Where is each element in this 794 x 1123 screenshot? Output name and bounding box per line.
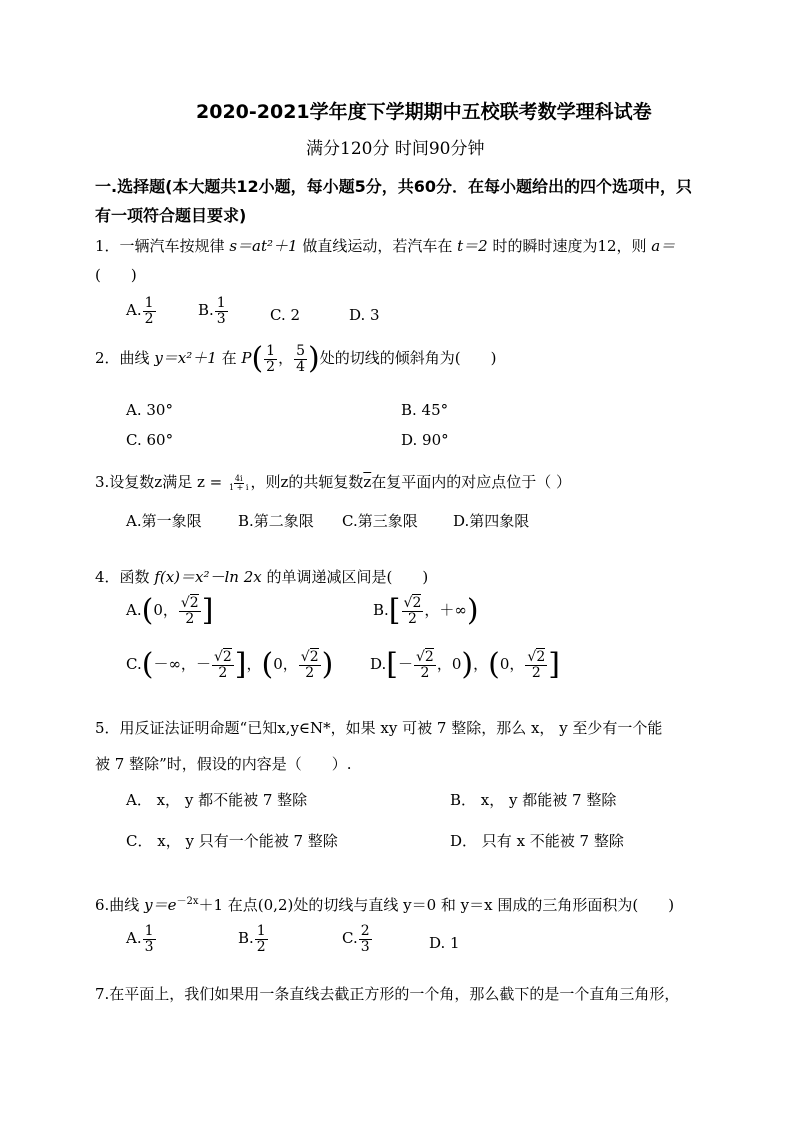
q4-option-d: D.[－ $\frac{√2}{2}$ ，0)，(0， $\frac{√2}{2}$ ]: [370, 647, 560, 683]
question-6-stem: 6.曲线 $y=e^{-2x}+1$ 在点(0,2)处的切线与直线 y＝0 和 y＝x 围成的三角形面积为( ): [95, 896, 675, 914]
q3-option-a: A.第一象限: [126, 512, 202, 530]
question-7-stem-line1: 7.在平面上，我们如果用一条直线去截正方形的一个角，那么截下的是一个直角三角形，: [95, 985, 680, 1003]
q5-option-a: A． x， y 都不能被 7 整除: [126, 791, 308, 809]
q5-option-b: B． x， y 都能被 7 整除: [450, 791, 617, 809]
page-title: 2020-2021学年度下学期期中五校联考数学理科试卷: [196, 101, 652, 123]
q4-option-b: B.[ $\frac{√2}{2}$ ，＋∞): [373, 593, 479, 629]
q6-option-b: B. $\frac{1}{2}$: [238, 923, 266, 955]
q4-option-c: C.(－∞，－ $\frac{√2}{2}$ ]，(0， $\frac{√2}{2}$ ): [126, 647, 334, 683]
q4-option-a: A.(0， $\frac{√2}{2}$ ]: [126, 593, 214, 629]
question-2-stem: 2．曲线 y＝x²＋1 在 P( $\frac{1}{2}$ ， $\frac{5}{4}$ )处的切线的倾斜角为( ): [95, 341, 497, 377]
q1-option-d: D. 3: [349, 306, 380, 324]
q5-option-d: D． 只有 x 不能被 7 整除: [450, 832, 624, 850]
q6-option-d: D. 1: [429, 934, 460, 952]
section-heading-line1: 一.选择题(本大题共12小题，每小题5分，共60分．在每小题给出的四个选项中，只: [95, 177, 693, 196]
q6-option-a: A. $\frac{1}{3}$: [126, 923, 154, 955]
q1-option-c: C. 2: [270, 306, 301, 324]
q2-option-b: B. 45°: [401, 401, 449, 419]
question-1-answer-blank: ( ): [95, 266, 137, 284]
q6-option-c: C. $\frac{2}{3}$: [342, 923, 370, 955]
page-subtitle: 满分120分 时间90分钟: [306, 139, 485, 159]
q3-option-c: C.第三象限: [342, 512, 418, 530]
question-1-stem: 1．一辆汽车按规律 s＝at²＋1 做直线运动，若汽车在 t＝2 时的瞬时速度为12，则 a＝: [95, 237, 676, 255]
question-3-stem: 3.设复数z满足 z = $\frac{4i}{1 + i}$ ，则z的共轭复数$\overline{z}$在复平面内的对应点位于（ ）: [95, 473, 572, 492]
question-5-stem-line1: 5．用反证法证明命题“已知x,y∈N*，如果 xy 可被 7 整除，那么 x， y 至少有一个能: [95, 719, 663, 737]
q2-option-a: A. 30°: [126, 401, 173, 419]
q2-option-c: C. 60°: [126, 431, 174, 449]
section-heading-line2: 有一项符合题目要求): [95, 206, 247, 225]
q5-option-c: C． x， y 只有一个能被 7 整除: [126, 832, 338, 850]
q3-option-d: D.第四象限: [453, 512, 530, 530]
q3-option-b: B.第二象限: [238, 512, 314, 530]
question-4-stem: 4．函数 f(x)＝x²－ln 2x 的单调递减区间是( ): [95, 568, 429, 586]
q1-option-a: A. $\frac{1}{2}$: [126, 295, 154, 327]
question-5-stem-line2: 被 7 整除”时，假设的内容是（ ）.: [95, 755, 352, 773]
q2-option-d: D. 90°: [401, 431, 449, 449]
q1-option-b: B. $\frac{1}{3}$: [198, 295, 226, 327]
